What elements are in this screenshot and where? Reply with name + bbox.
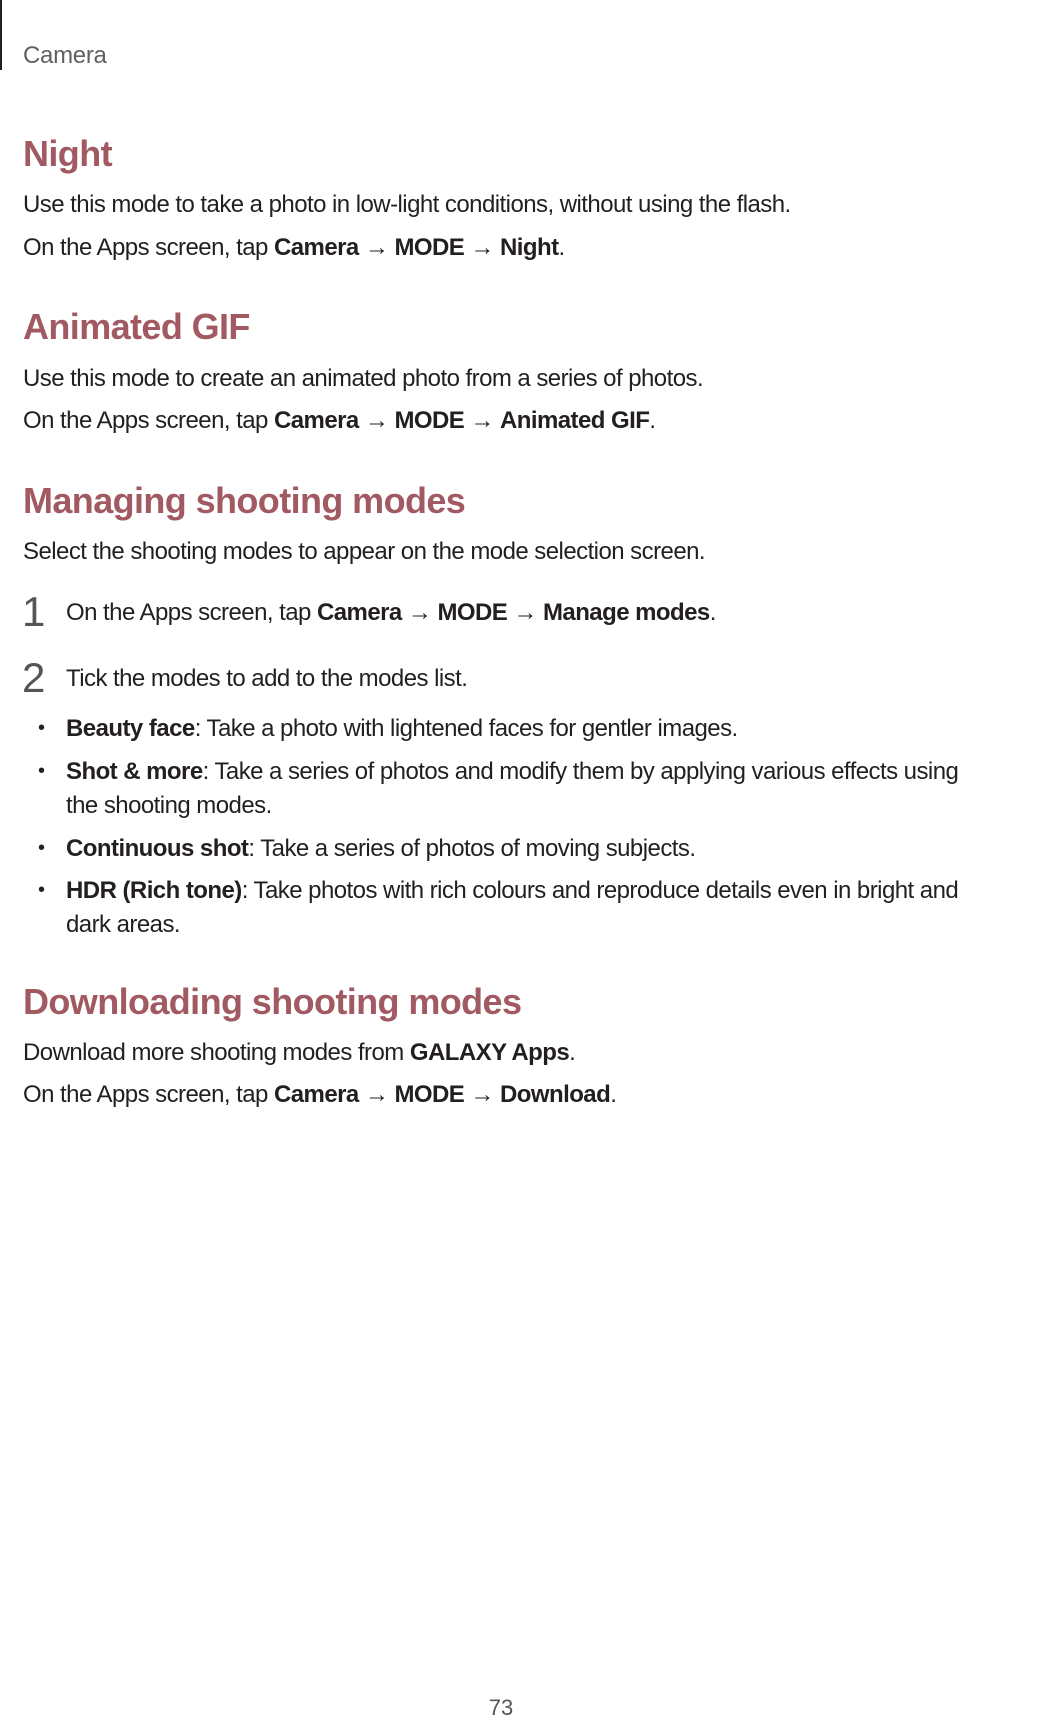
bullet-item	[66, 757, 958, 787]
heading-downloading-modes: Downloading shooting modes	[23, 981, 522, 1022]
path-mode: MODE	[394, 407, 465, 434]
bullet-icon: •	[38, 837, 46, 859]
path-download: Download	[499, 1081, 611, 1108]
bullet-text: : Take photos with rich colours and reproduce details even in bright and	[241, 877, 959, 904]
arrow-icon: →	[407, 599, 432, 626]
manage-desc: Select the shooting modes to appear on the mode selection screen.	[23, 538, 706, 565]
night-desc: Use this mode to take a photo in low-light conditions, without using the flash.	[23, 191, 791, 218]
heading-managing-modes: Managing shooting modes	[23, 480, 466, 521]
path-prefix: On the Apps screen, tap	[66, 599, 317, 626]
period: .	[569, 1039, 576, 1066]
period: .	[558, 234, 565, 261]
period: .	[649, 407, 656, 434]
step-2: Tick the modes to add to the modes list.	[66, 665, 468, 692]
heading-night: Night	[23, 133, 112, 174]
desc-prefix: Download more shooting modes from	[23, 1039, 410, 1066]
step-number: 1	[22, 588, 46, 635]
period: .	[610, 1081, 617, 1108]
arrow-icon: →	[364, 1081, 389, 1108]
bullet-text: : Take a series of photos of moving subjects.	[248, 835, 696, 862]
arrow-icon: →	[470, 234, 494, 261]
path-camera: Camera	[316, 599, 402, 626]
bullet-icon: •	[38, 879, 46, 901]
download-path	[23, 1080, 616, 1110]
path-camera: Camera	[273, 234, 359, 261]
period: .	[709, 599, 716, 626]
path-camera: Camera	[273, 1081, 359, 1108]
heading-animated-gif: Animated GIF	[23, 306, 250, 347]
gif-path	[23, 406, 656, 436]
path-mode: MODE	[394, 234, 465, 261]
path-manage-modes: Manage modes	[542, 599, 710, 626]
bullet-term: Continuous shot	[66, 835, 249, 862]
bullet-text: : Take a photo with lightened faces for gentler images.	[194, 715, 738, 742]
night-path	[23, 233, 565, 263]
step-number: 2	[22, 654, 46, 701]
arrow-icon: →	[470, 1081, 494, 1108]
path-prefix: On the Apps screen, tap	[23, 1081, 274, 1108]
bullet-text-cont: dark areas.	[66, 911, 181, 938]
arrow-icon: →	[364, 234, 389, 261]
path-night: Night	[499, 234, 559, 261]
bullet-term: Shot & more	[66, 758, 203, 785]
path-mode: MODE	[394, 1081, 465, 1108]
bullet-term: Beauty face	[66, 715, 195, 742]
bullet-icon: •	[38, 760, 46, 782]
bullet-item	[66, 876, 958, 906]
path-prefix: On the Apps screen, tap	[23, 234, 274, 261]
path-mode: MODE	[437, 599, 508, 626]
galaxy-apps: GALAXY Apps	[409, 1039, 570, 1066]
path-animated-gif: Animated GIF	[499, 407, 650, 434]
bullet-text: : Take a series of photos and modify them by applying various effects using	[202, 758, 959, 785]
bullet-text-cont: the shooting modes.	[66, 792, 272, 819]
page-edge-line	[0, 0, 2, 70]
arrow-icon: →	[470, 407, 494, 434]
bullet-item	[66, 834, 695, 864]
bullet-term: HDR (Rich tone)	[66, 877, 242, 904]
gif-desc: Use this mode to create an animated photo from a series of photos.	[23, 365, 704, 392]
bullet-item	[66, 714, 738, 744]
step-1	[66, 598, 716, 628]
bullet-icon: •	[38, 717, 46, 739]
download-desc	[23, 1038, 575, 1068]
arrow-icon: →	[513, 599, 537, 626]
page-number: 73	[488, 1695, 514, 1720]
arrow-icon: →	[364, 407, 389, 434]
chapter-header: Camera	[23, 42, 107, 69]
path-camera: Camera	[273, 407, 359, 434]
path-prefix: On the Apps screen, tap	[23, 407, 274, 434]
